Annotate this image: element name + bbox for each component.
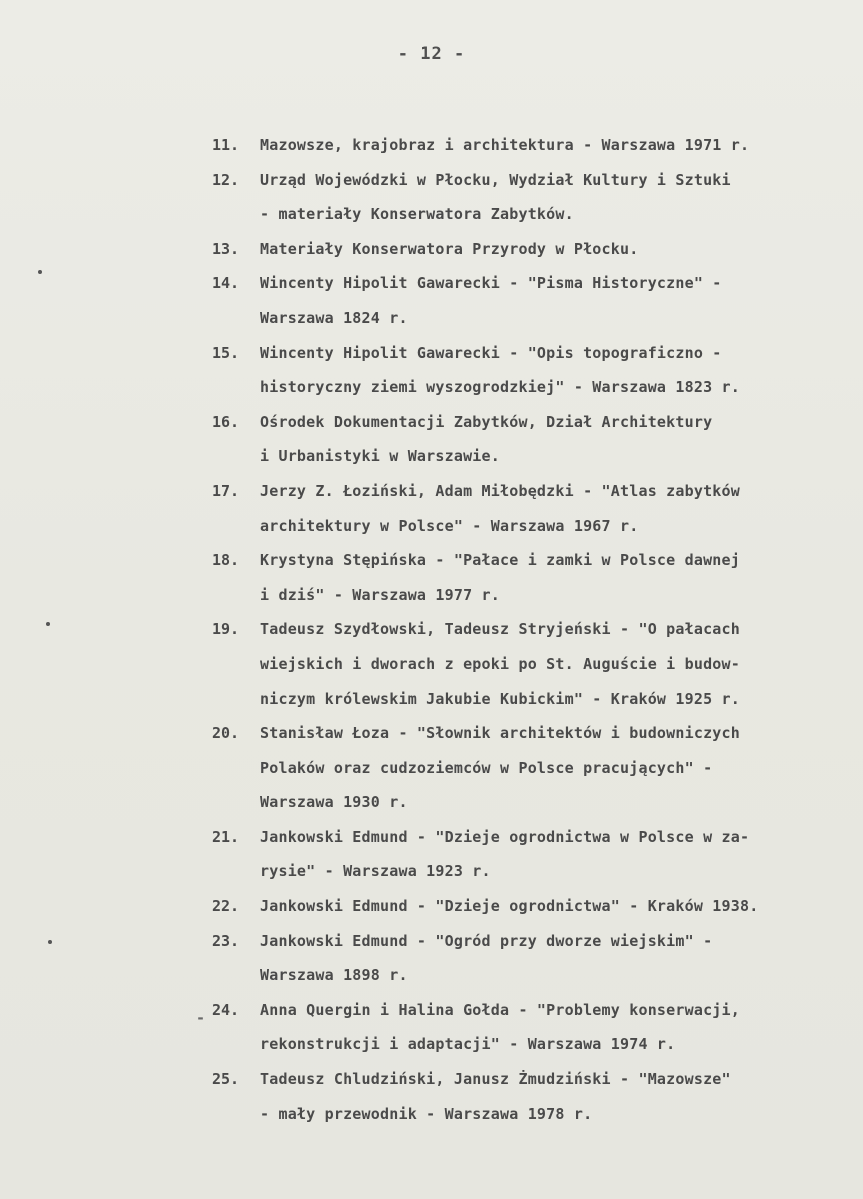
entry-text — [260, 820, 852, 889]
entry-line: Jerzy Z. Łoziński, Adam Miłobędzki - "Atlas zabytków — [260, 481, 740, 500]
entry-number: 25. — [212, 1070, 240, 1089]
entry-line: Krystyna Stępińska - "Pałace i zamki w Polsce dawnej — [260, 551, 740, 570]
entry-text — [260, 924, 852, 993]
entry-text — [260, 232, 852, 267]
bibliography-entry — [212, 889, 852, 924]
entry-line: Warszawa 1930 r. — [260, 793, 408, 812]
entry-text — [260, 716, 852, 820]
entry-line: Ośrodek Dokumentacji Zabytków, Dział Architektury — [260, 412, 713, 431]
entry-number: 21. — [212, 827, 240, 846]
entry-number: 11. — [212, 136, 240, 154]
entry-number: 19. — [212, 620, 240, 639]
entry-line: Warszawa 1824 r. — [260, 308, 408, 327]
bibliography-entry — [212, 232, 852, 267]
margin-dash-mark: - — [196, 1009, 206, 1027]
bibliography-entry — [212, 474, 852, 543]
entry-line: Jankowski Edmund - "Dzieje ogrodnictwa w Polsce w za- — [260, 827, 750, 846]
bibliography-entry — [212, 128, 852, 163]
entry-line: Wincenty Hipolit Gawarecki - "Pisma Historyczne" - — [260, 274, 722, 293]
entry-line: Anna Quergin i Halina Gołda - "Problemy konserwacji, — [260, 1000, 740, 1019]
entry-line: - mały przewodnik - Warszawa 1978 r. — [260, 1104, 593, 1123]
entry-line: rekonstrukcji i adaptacji" - Warszawa 1974 r. — [260, 1035, 676, 1054]
entry-line: Materiały Konserwatora Przyrody w Płocku. — [260, 239, 639, 258]
entry-text — [260, 612, 852, 716]
bibliography-entry — [212, 993, 852, 1062]
bibliography-entry — [212, 820, 852, 889]
entry-number: 18. — [212, 551, 240, 570]
bibliography-entry — [212, 163, 852, 232]
entry-text — [260, 474, 852, 543]
entry-number: 13. — [212, 239, 240, 258]
entry-line: Polaków oraz cudzoziemców w Polsce pracujących" - — [260, 758, 713, 777]
bibliography-list — [212, 128, 852, 1131]
entry-number: 24. — [212, 1000, 240, 1019]
entry-line: Mazowsze, krajobraz i architektura - Warszawa 1971 r. — [260, 136, 750, 154]
entry-line: architektury w Polsce" - Warszawa 1967 r. — [260, 516, 639, 535]
entry-number: 15. — [212, 343, 240, 362]
entry-text — [260, 1062, 852, 1131]
page-number: - 12 - — [397, 44, 466, 64]
entry-text — [260, 266, 852, 335]
entry-text — [260, 405, 852, 474]
entry-line: i Urbanistyki w Warszawie. — [260, 447, 500, 466]
entry-line: historyczny ziemi wyszogrodzkiej" - Warszawa 1823 r. — [260, 378, 740, 397]
paper-speck — [46, 622, 50, 626]
entry-line: wiejskich i dworach z epoki po St. Auguście i budow- — [260, 654, 740, 673]
entry-number: 14. — [212, 274, 240, 293]
entry-text — [260, 163, 852, 232]
entry-line: niczym królewskim Jakubie Kubickim" - Kraków 1925 r. — [260, 689, 740, 708]
entry-line: Urząd Wojewódzki w Płocku, Wydział Kultury i Sztuki — [260, 170, 731, 189]
entry-text — [260, 889, 852, 924]
bibliography-entry — [212, 266, 852, 335]
entry-line: Tadeusz Szydłowski, Tadeusz Stryjeński - "O pałacach — [260, 620, 740, 639]
entry-line: Tadeusz Chludziński, Janusz Żmudziński - "Mazowsze" — [260, 1070, 731, 1089]
bibliography-entry — [212, 405, 852, 474]
entry-line: - materiały Konserwatora Zabytków. — [260, 205, 574, 224]
entry-line: i dziś" - Warszawa 1977 r. — [260, 585, 500, 604]
entry-text — [260, 993, 852, 1062]
bibliography-entry — [212, 336, 852, 405]
entry-text — [260, 543, 852, 612]
entry-line: Jankowski Edmund - "Dzieje ogrodnictwa" - Kraków 1938. — [260, 897, 759, 916]
entry-line: Stanisław Łoza - "Słownik architektów i budowniczych — [260, 724, 740, 743]
bibliography-entry — [212, 612, 852, 716]
entry-text — [260, 336, 852, 405]
bibliography-entry — [212, 543, 852, 612]
entry-number: 17. — [212, 481, 240, 500]
bibliography-entry — [212, 924, 852, 993]
paper-speck — [48, 940, 52, 944]
bibliography-entry — [212, 1062, 852, 1131]
entry-line: Jankowski Edmund - "Ogród przy dworze wiejskim" - — [260, 931, 713, 950]
entry-number: 20. — [212, 724, 240, 743]
entry-number: 22. — [212, 897, 240, 916]
entry-line: Warszawa 1898 r. — [260, 966, 408, 985]
entry-line: rysie" - Warszawa 1923 r. — [260, 862, 491, 881]
entry-number: 12. — [212, 170, 240, 189]
entry-number: 23. — [212, 931, 240, 950]
paper-speck — [38, 270, 42, 274]
entry-line: Wincenty Hipolit Gawarecki - "Opis topograficzno - — [260, 343, 722, 362]
bibliography-entry — [212, 716, 852, 820]
entry-number: 16. — [212, 412, 240, 431]
entry-text — [260, 128, 852, 163]
